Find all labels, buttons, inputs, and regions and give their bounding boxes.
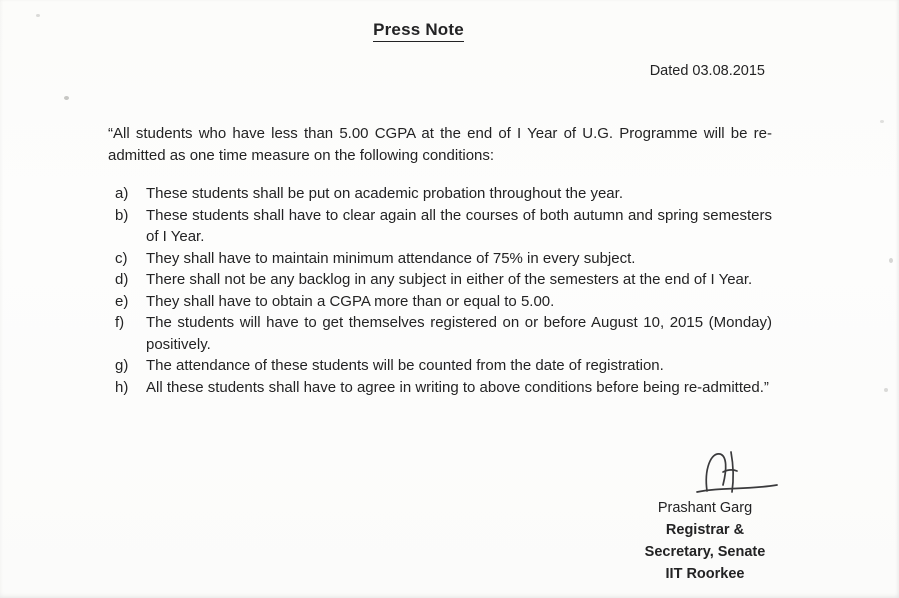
condition-label: g) [115, 357, 129, 374]
condition-text: There shall not be any backlog in any subject in either of the semesters at the end of I Year. [146, 271, 753, 288]
condition-item [108, 377, 772, 399]
signatory-organization: IIT Roorkee [665, 566, 745, 582]
condition-item [108, 355, 772, 377]
condition-text: They shall have to obtain a CGPA more than or equal to 5.00. [146, 292, 555, 310]
scan-artifact [64, 96, 69, 100]
condition-text: These students shall have to clear again all the courses of both autumn and spring semesters of I Year. [146, 206, 772, 245]
document-title [0, 20, 837, 42]
condition-item [108, 269, 772, 291]
signatory-designation-line1: Registrar & [665, 522, 745, 538]
condition-text: All these students shall have to agree in writing to above conditions before being re-admitted.” [146, 378, 769, 396]
condition-text: The students will have to get themselves registered on or before August 10, 2015 (Monday) positively. [146, 314, 772, 353]
document-body [108, 123, 772, 398]
document-title-text: Press Note [373, 20, 464, 42]
condition-text: These students shall be put on academic probation throughout the year. [146, 185, 623, 202]
signature-block [615, 445, 795, 585]
condition-item [108, 312, 772, 355]
scan-artifact [889, 258, 893, 263]
condition-item [108, 183, 772, 205]
scan-artifact [884, 388, 888, 392]
condition-label: f) [115, 314, 125, 331]
condition-text: The attendance of these students will be counted from the date of registration. [146, 357, 664, 374]
condition-label: c) [115, 249, 128, 267]
signatory-designation-line2: Secretary, Senate [644, 544, 766, 560]
condition-label: d) [115, 271, 129, 288]
condition-item [108, 205, 772, 248]
conditions-list [108, 183, 772, 398]
scan-artifact [36, 14, 40, 17]
condition-item [108, 291, 772, 313]
condition-label: a) [115, 185, 129, 202]
condition-text: They shall have to maintain minimum attendance of 75% in every subject. [146, 249, 636, 267]
condition-item [108, 248, 772, 270]
condition-label: e) [115, 292, 129, 310]
signatory-name: Prashant Garg [657, 500, 753, 516]
intro-paragraph: “All students who have less than 5.00 CGPA at the end of I Year of U.G. Programme will be re-admitted as one time measure on the following conditions: [108, 125, 772, 164]
signature-icon [689, 445, 781, 495]
document-date: Dated 03.08.2015 [649, 63, 765, 79]
condition-label: h) [115, 378, 129, 396]
scan-artifact [880, 120, 884, 123]
condition-label: b) [115, 206, 129, 224]
